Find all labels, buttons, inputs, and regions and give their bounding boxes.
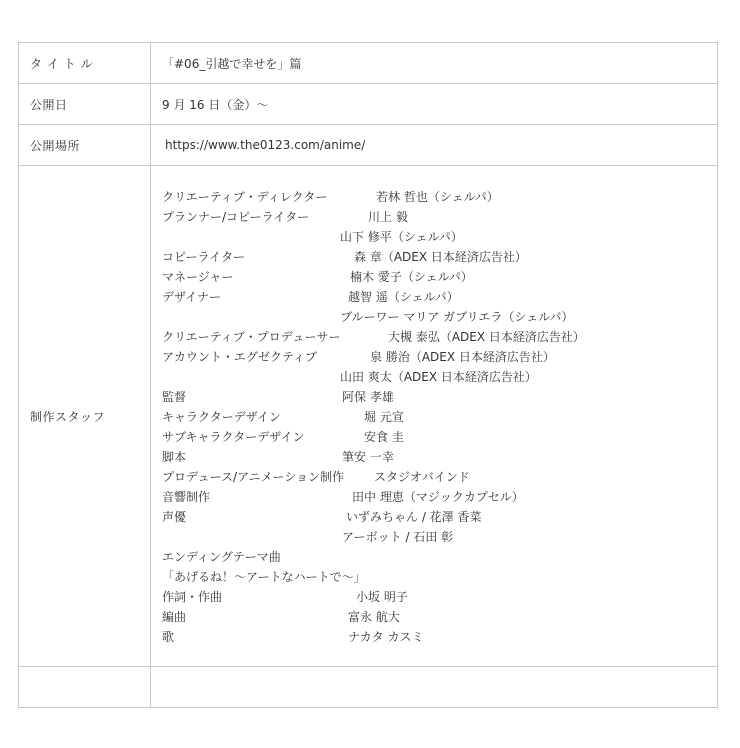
release-place-cell: [151, 125, 718, 166]
staff-line: [162, 307, 717, 327]
title-row: [19, 43, 718, 84]
staff-name: 楠木 愛子（シェルパ）: [350, 270, 473, 284]
staff-line: [162, 267, 717, 287]
staff-name: 泉 勝治（ADEX 日本経済広告社）: [370, 350, 555, 364]
staff-role: クリエーティブ・ディレクター: [162, 190, 328, 204]
empty-label-cell: [19, 667, 151, 708]
staff-name: 山下 修平（シェルパ）: [340, 230, 463, 244]
empty-row: [19, 667, 718, 708]
staff-row: [19, 166, 718, 667]
staff-line: [162, 347, 717, 367]
staff-line: [162, 587, 717, 607]
empty-value-cell: [151, 667, 718, 708]
staff-role: コピーライター: [162, 250, 246, 264]
staff-name: 堀 元宣: [364, 410, 404, 424]
release-place-row: [19, 125, 718, 166]
staff-role: キャラクターデザイン: [162, 410, 281, 424]
staff-line: [162, 227, 717, 247]
staff-line: [162, 527, 717, 547]
staff-name: 小坂 明子: [356, 590, 408, 604]
staff-name: 越智 遥（シェルパ）: [348, 290, 459, 304]
title-value: 「#06_引越で幸せを」篇: [151, 43, 718, 84]
staff-role: プロデュース/アニメーション制作: [162, 470, 345, 484]
staff-name: ナカタ カスミ: [348, 630, 424, 644]
staff-role: クリエーティブ・プロデューサー: [162, 330, 341, 344]
staff-line: [162, 607, 717, 627]
staff-role: 脚本: [162, 450, 187, 464]
release-date-label: 公開日: [19, 84, 151, 125]
staff-line: [162, 407, 717, 427]
staff-line: [162, 207, 717, 227]
staff-role: サブキャラクターデザイン: [162, 430, 305, 444]
staff-line: [162, 467, 717, 487]
staff-role: 「あげるね！〜アートなハートで〜」: [162, 570, 366, 584]
staff-name: ブルーワー マリア ガブリエラ（シェルパ）: [340, 310, 574, 324]
staff-line: [162, 547, 717, 567]
staff-name: 川上 毅: [368, 210, 408, 224]
release-place-label: 公開場所: [19, 125, 151, 166]
staff-role: 音響制作: [162, 490, 211, 504]
staff-line: [162, 567, 717, 587]
staff-line: [162, 327, 717, 347]
staff-line: [162, 387, 717, 407]
staff-line: [162, 187, 717, 207]
staff-name: 山田 爽太（ADEX 日本経済広告社）: [340, 370, 537, 384]
staff-line: [162, 507, 717, 527]
staff-line: [162, 287, 717, 307]
staff-name: 富永 航大: [348, 610, 400, 624]
staff-role: アカウント・エグゼクティブ: [162, 350, 317, 364]
staff-role: マネージャー: [162, 270, 234, 284]
release-date-value: 9 月 16 日（金）〜: [151, 84, 718, 125]
info-table: [18, 42, 718, 708]
staff-role: 声優: [162, 510, 187, 524]
staff-line: [162, 247, 717, 267]
staff-line: [162, 627, 717, 647]
staff-name: アーボット / 石田 彰: [342, 530, 454, 544]
title-label: タ イ ト ル: [19, 43, 151, 84]
staff-line: [162, 427, 717, 447]
staff-name: 大槻 泰弘（ADEX 日本経済広告社）: [388, 330, 585, 344]
staff-role: 作詞・作曲: [162, 590, 223, 604]
staff-role: エンディングテーマ曲: [162, 550, 281, 564]
staff-label: 制作スタッフ: [19, 166, 151, 667]
staff-role: 歌: [162, 630, 175, 644]
staff-role: デザイナー: [162, 290, 222, 304]
staff-name: 安食 圭: [364, 430, 404, 444]
staff-role: 監督: [162, 390, 187, 404]
staff-cell: [151, 166, 718, 667]
staff-role: 編曲: [162, 610, 187, 624]
staff-role: プランナー/コピーライター: [162, 210, 310, 224]
staff-name: 阿保 孝雄: [342, 390, 394, 404]
staff-name: スタジオバインド: [374, 470, 470, 484]
release-place-url[interactable]: https://www.the0123.com/anime/: [165, 138, 366, 152]
staff-name: 若林 哲也（シェルパ）: [376, 190, 499, 204]
staff-name: 田中 理恵（マジックカプセル）: [352, 490, 524, 504]
staff-line: [162, 487, 717, 507]
staff-line: [162, 367, 717, 387]
staff-name: 筆安 一幸: [342, 450, 394, 464]
staff-name: 森 章（ADEX 日本経済広告社）: [354, 250, 527, 264]
staff-line: [162, 447, 717, 467]
staff-name: いずみちゃん / 花澤 香菜: [346, 510, 482, 524]
staff-list: [162, 177, 717, 655]
release-date-row: [19, 84, 718, 125]
